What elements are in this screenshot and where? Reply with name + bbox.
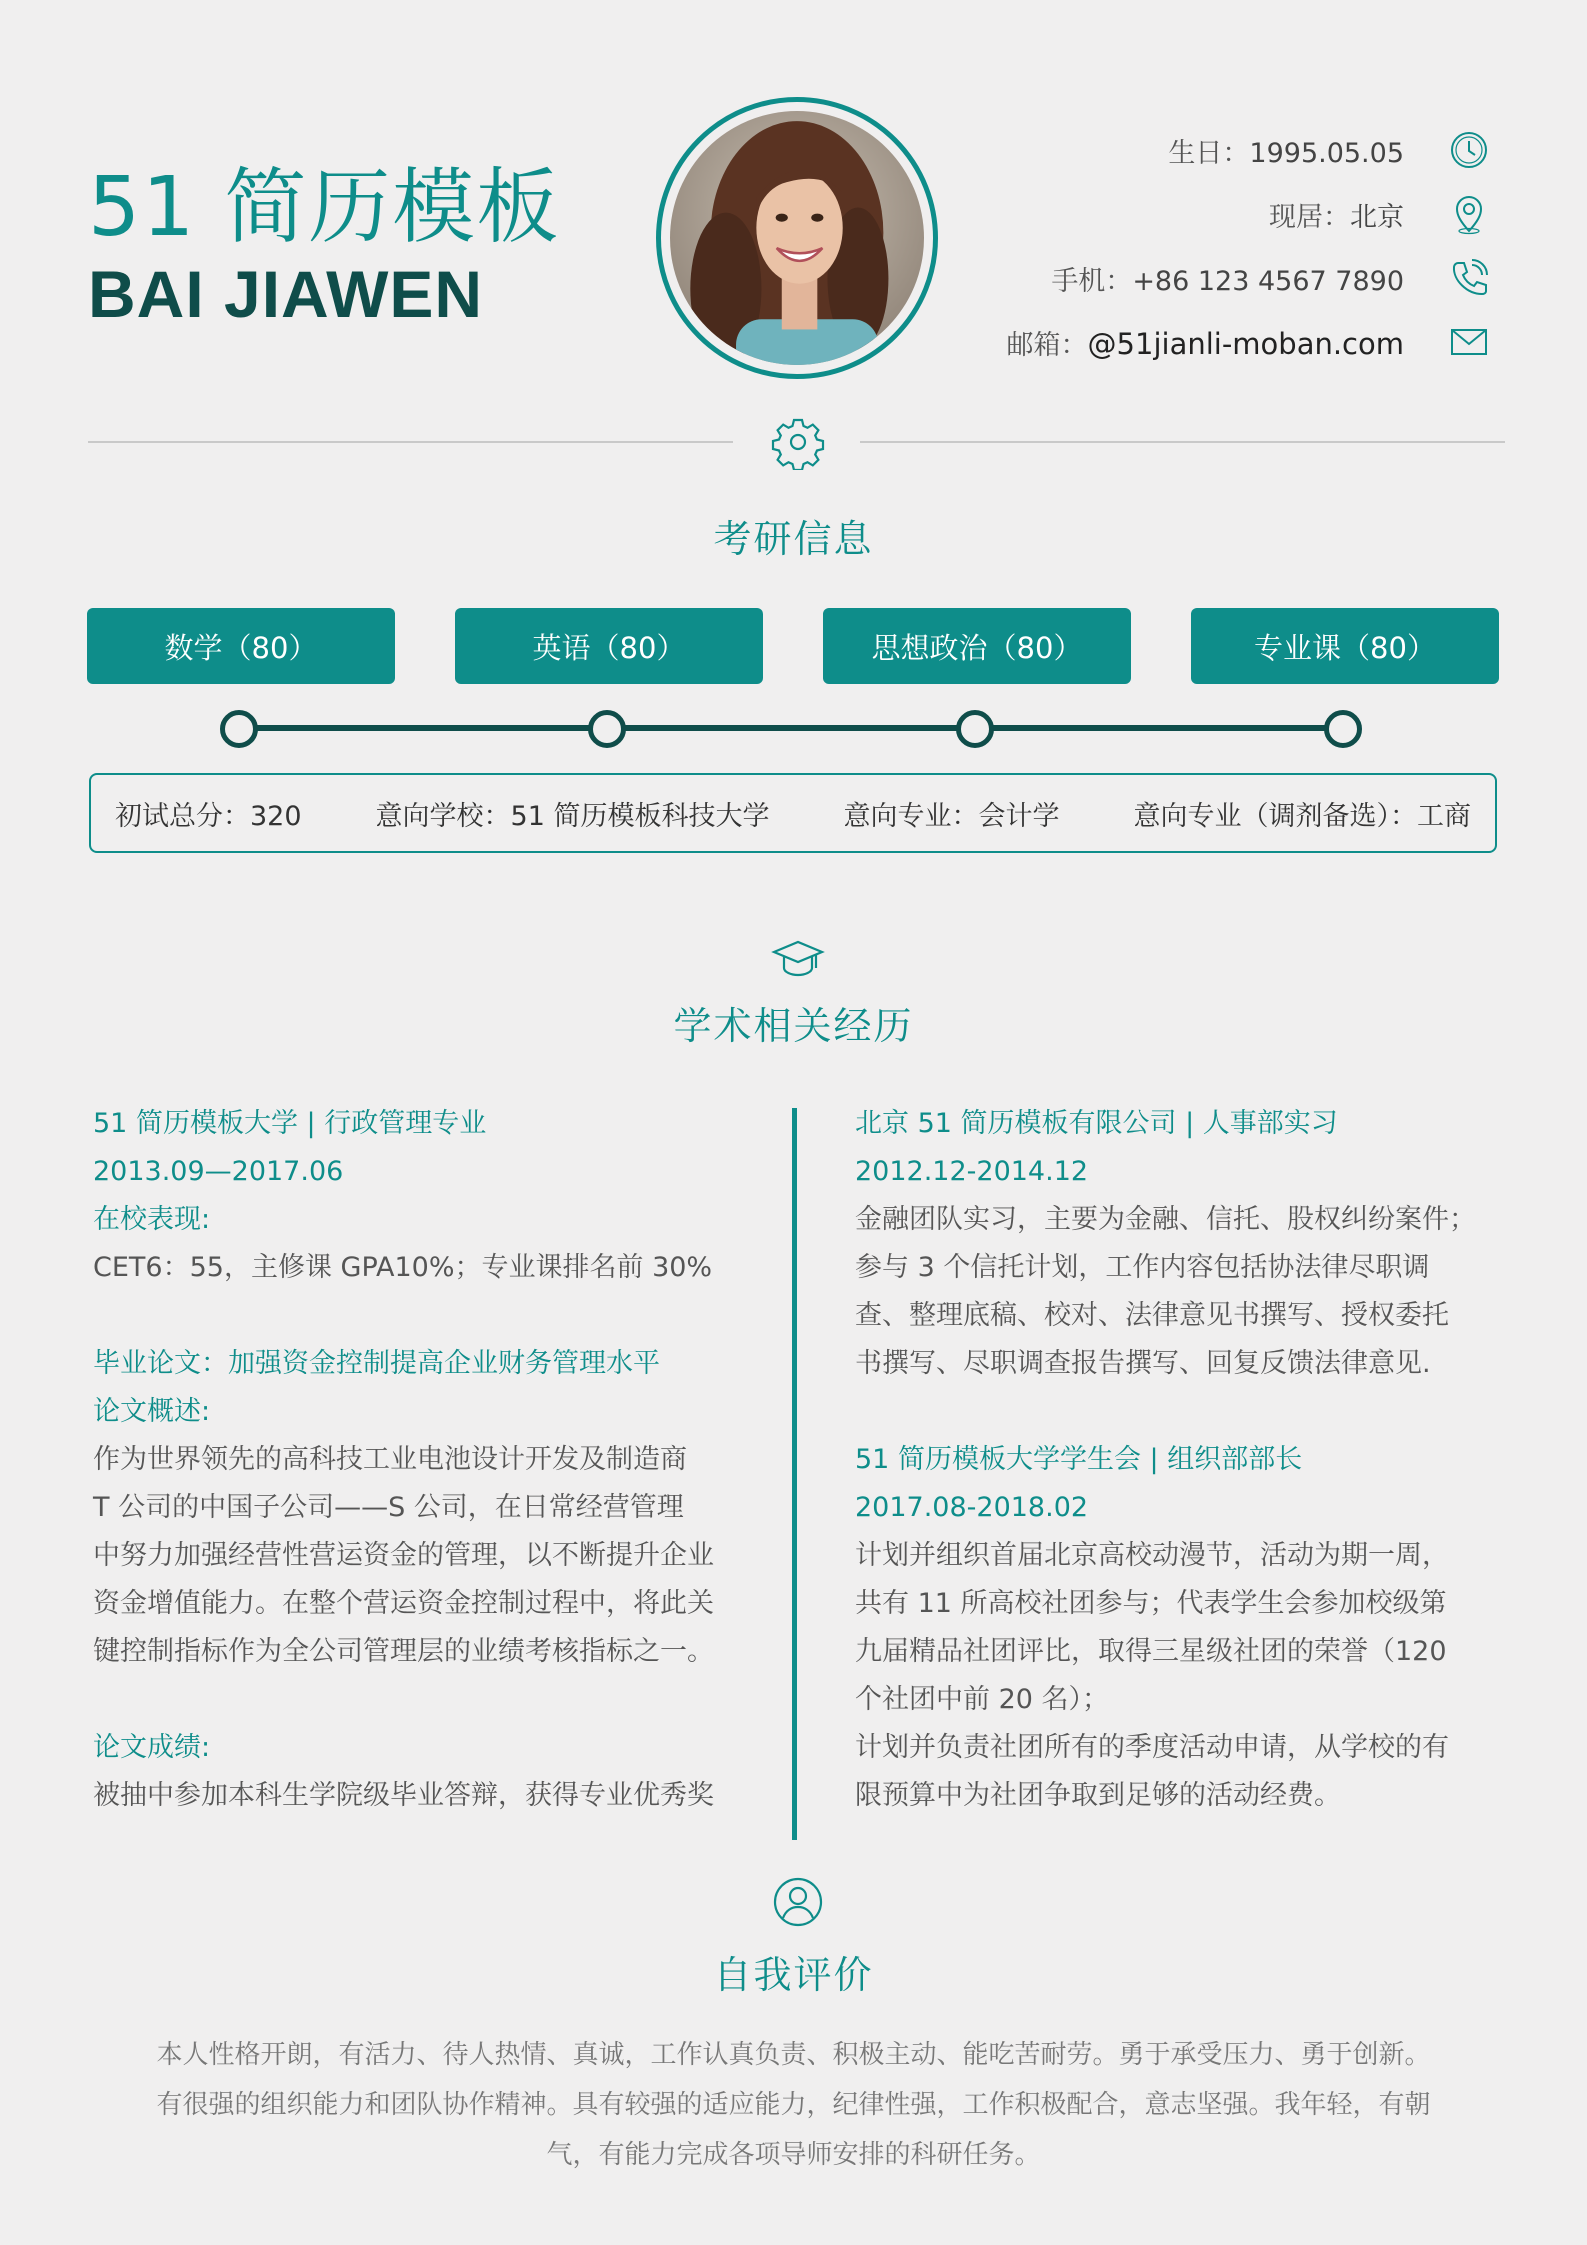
- email-label: 邮箱：: [1006, 329, 1088, 361]
- divider-left: [88, 441, 733, 443]
- subject-math: 数学（80）: [87, 608, 395, 684]
- self-eval-section-title: 自我评价: [713, 1953, 874, 1997]
- performance-label: 在校表现:: [93, 1204, 211, 1235]
- target-major: 意向专业：会计学: [843, 800, 1060, 832]
- timeline-dot: [220, 710, 258, 748]
- self-eval-line: 气，有能力完成各项导师安排的科研任务。: [546, 2140, 1041, 2170]
- phone-label: 手机：: [1051, 265, 1133, 297]
- target-school: 意向学校：51 简历模板科技大学: [375, 800, 770, 832]
- abstract-line: T 公司的中国子公司——S 公司，在日常经营管理: [93, 1492, 684, 1523]
- subject-major: 专业课（80）: [1191, 608, 1499, 684]
- avatar: [656, 97, 938, 379]
- abstract-line: 键控制指标作为全公司管理层的业绩考核指标之一。: [93, 1636, 714, 1667]
- abstract-line: 作为世界领先的高科技工业电池设计开发及制造商: [93, 1444, 687, 1475]
- subject-list: [87, 608, 1499, 684]
- email-value: @51jianli-moban.com: [1087, 326, 1404, 361]
- score-label: 论文成绩:: [93, 1732, 211, 1763]
- contact-birthday: [932, 118, 1492, 182]
- self-eval-line: 本人性格开朗，有活力、待人热情、真诚，工作认真负责、积极主动、能吃苦耐劳。勇于承受压力、勇于创新。: [156, 2040, 1431, 2070]
- phone-value: +86 123 4567 7890: [1132, 265, 1404, 297]
- performance-text: CET6：55，主修课 GPA10%；专业课排名前 30%: [93, 1252, 713, 1283]
- location-label: 现居：: [1269, 201, 1350, 233]
- user-icon: [770, 1874, 826, 1930]
- self-eval-line: 有很强的组织能力和团队协作精神。具有较强的适应能力，纪律性强，工作积极配合，意志坚强。我年轻，有朝: [156, 2090, 1431, 2120]
- company-line: 金融团队实习，主要为金融、信托、股权纠纷案件；: [855, 1204, 1476, 1235]
- org-title: 51 简历模板大学学生会 | 组织部部长: [855, 1444, 1303, 1475]
- contact-phone: [932, 246, 1492, 310]
- company-period: 2012.12-2014.12: [855, 1156, 1089, 1187]
- backup-major: 意向专业（调剂备选）：工商: [1133, 800, 1471, 832]
- gear-icon: [770, 414, 826, 470]
- timeline-dot: [1324, 710, 1362, 748]
- org-line: 计划并组织首届北京高校动漫节，活动为期一周，: [855, 1540, 1449, 1571]
- academic-section-title: 学术相关经历: [673, 1004, 914, 1048]
- clock-icon: [1446, 127, 1492, 173]
- org-line: 个社团中前 20 名）；: [855, 1684, 1110, 1715]
- org-line: 九届精品社团评比，取得三星级社团的荣誉（120: [855, 1636, 1447, 1667]
- contact-location: [932, 182, 1492, 246]
- company-line: 书撰写、尽职调查报告撰写、回复反馈法律意见.: [855, 1348, 1431, 1379]
- abstract-line: 中努力加强经营性营运资金的管理，以不断提升企业: [93, 1540, 714, 1571]
- exam-summary: [89, 773, 1497, 853]
- org-line: 限预算中为社团争取到足够的活动经费。: [855, 1780, 1341, 1811]
- company-line: 参与 3 个信托计划，工作内容包括协法律尽职调: [855, 1252, 1430, 1283]
- org-line: 计划并负责社团所有的季度活动申请，从学校的有: [855, 1732, 1449, 1763]
- phone-icon: [1446, 255, 1492, 301]
- timeline-dot: [956, 710, 994, 748]
- column-divider: [792, 1108, 797, 1840]
- subject-english: 英语（80）: [455, 608, 763, 684]
- abstract-label: 论文概述:: [93, 1396, 211, 1427]
- location-pin-icon: [1446, 191, 1492, 237]
- timeline-dot: [588, 710, 626, 748]
- self-eval-text: [80, 2030, 1507, 2180]
- birthday-value: 1995.05.05: [1249, 137, 1404, 169]
- contact-email: [932, 310, 1492, 374]
- location-value: 北京: [1350, 201, 1404, 233]
- exam-section-title: 考研信息: [713, 517, 874, 561]
- graduation-cap-icon: [770, 932, 826, 988]
- school-period: 2013.09—2017.06: [93, 1156, 344, 1187]
- thesis-title: 毕业论文：加强资金控制提高企业财务管理水平: [93, 1348, 660, 1379]
- academic-right-column: [855, 1100, 1515, 1820]
- org-line: 共有 11 所高校社团参与；代表学生会参加校级第: [855, 1588, 1447, 1619]
- total-score: 初试总分：320: [115, 800, 302, 832]
- divider-right: [860, 441, 1505, 443]
- org-period: 2017.08-2018.02: [855, 1492, 1089, 1523]
- company-line: 查、整理底稿、校对、法律意见书撰写、授权委托: [855, 1300, 1449, 1331]
- subject-politics: 思想政治（80）: [823, 608, 1131, 684]
- abstract-line: 资金增值能力。在整个营运资金控制过程中，将此关: [93, 1588, 714, 1619]
- name-english: BAI JIAWEN: [88, 257, 484, 331]
- avatar-photo: [670, 111, 924, 365]
- name-chinese: 51 简历模板: [88, 160, 561, 255]
- contact-list: [932, 118, 1492, 374]
- birthday-label: 生日：: [1168, 137, 1250, 169]
- mail-icon: [1446, 319, 1492, 365]
- company-title: 北京 51 简历模板有限公司 | 人事部实习: [855, 1108, 1338, 1139]
- timeline: [225, 710, 1357, 748]
- school-title: 51 简历模板大学 | 行政管理专业: [93, 1108, 487, 1139]
- score-text: 被抽中参加本科生学院级毕业答辩，获得专业优秀奖: [93, 1780, 714, 1811]
- academic-left-column: [93, 1100, 753, 1820]
- timeline-line: [225, 725, 1357, 731]
